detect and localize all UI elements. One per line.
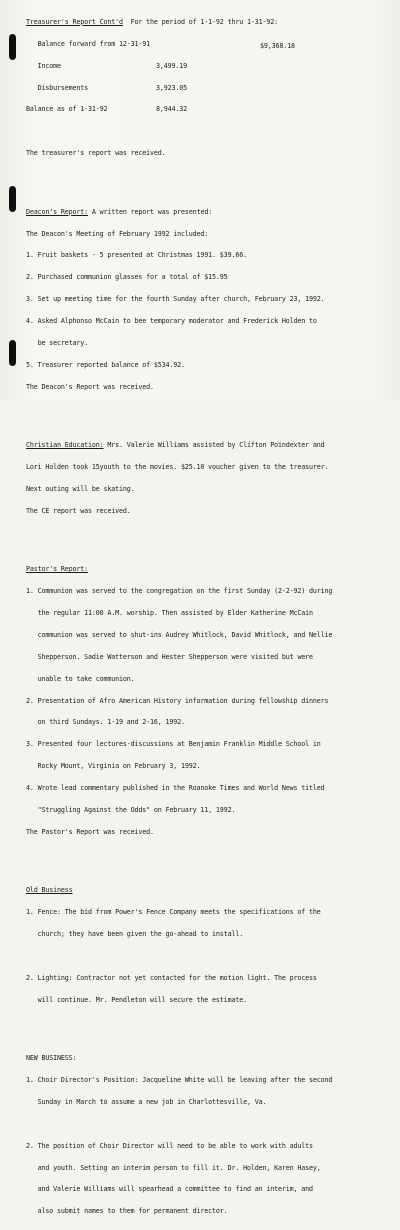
old-business-line bbox=[26, 953, 394, 960]
deacons-line: 3. Set up meeting time for the fourth Sunday after church, February 23, 1992. bbox=[26, 295, 325, 304]
disbursements-line bbox=[26, 85, 394, 92]
deacons-line: The Deacon's Meeting of February 1992 included: bbox=[26, 229, 209, 238]
old-business-heading-line bbox=[26, 887, 394, 894]
ce-line: Next outing will be skating. bbox=[26, 484, 135, 493]
deacons-line: 5. Treasurer reported balance of $534.92. bbox=[26, 360, 185, 369]
pastor-heading-line bbox=[26, 566, 394, 573]
deacons-line: 1. Fruit baskets - 5 presented at Christmas 1991. $39.66. bbox=[26, 251, 247, 260]
pastor-line: unable to take communion. bbox=[26, 674, 135, 683]
pastor-line: 1. Communion was served to the congregation on the first Sunday (2-2-92) during bbox=[26, 587, 333, 596]
ce-heading: Christian Education: bbox=[26, 441, 104, 450]
old-business-line: church; they have been given the go-ahead to install. bbox=[26, 930, 244, 938]
income-label: Income bbox=[26, 61, 61, 70]
binder-hole-top bbox=[9, 34, 16, 60]
deacons-line: The Deacon's Report was received. bbox=[26, 382, 154, 391]
pastor-line: 4. Wrote lead commentary published in the Roanoke Times and World News titled bbox=[26, 784, 325, 793]
old-business-line: 2. Lighting: Contractor not yet contacted for the motion light. The process bbox=[26, 973, 317, 982]
balance-forward-line bbox=[26, 41, 394, 48]
binder-hole-middle bbox=[9, 186, 16, 212]
ce-line: Lori Holden took 15youth to the movies. $25.10 voucher given to the treasurer. bbox=[26, 463, 329, 471]
new-business-line: 1. Choir Director's Position: Jacqueline White will be leaving after the second bbox=[26, 1075, 333, 1084]
pastor-line: The Pastor's Report was received. bbox=[26, 827, 154, 836]
pastor-line: communion was served to shut-ins Audrey Whitlock, David Whitlock, and Nellie bbox=[26, 630, 333, 639]
balance-forward-label: Balance forward from 12-31-91 bbox=[26, 39, 151, 48]
balance-label: Balance as of 1-31-92 bbox=[26, 105, 108, 114]
ce-line: The CE report was received. bbox=[26, 506, 131, 515]
treasurer-period: For the period of 1-1-92 thru 1-31-92: bbox=[122, 17, 278, 26]
deacons-heading-line bbox=[26, 209, 394, 216]
balance-line bbox=[26, 106, 394, 113]
binder-hole-bottom bbox=[9, 340, 16, 366]
pastor-heading: Pastor's Report: bbox=[26, 565, 89, 574]
new-business-line bbox=[26, 1121, 394, 1128]
treasurer-heading: Treasurer's Report Cont'd bbox=[26, 17, 123, 26]
deacons-line: 2. Purchased communion glasses for a total of $15.95 bbox=[26, 273, 228, 282]
pastor-line: 3. Presented four lectures-discussions at Benjamin Franklin Middle School in bbox=[26, 740, 321, 749]
income-line bbox=[26, 63, 394, 70]
ce-line: Mrs. Valerie Williams assisted by Clifton Poindexter and bbox=[103, 441, 325, 450]
income-amount: 3,499.19 bbox=[156, 61, 188, 70]
deacons-line: be secretary. bbox=[26, 338, 89, 347]
old-business-line: will continue. Mr. Pendleton will secure the estimate. bbox=[26, 995, 247, 1004]
deacons-line: A written report was presented: bbox=[88, 207, 213, 216]
new-business-line: and Valerie Williams will spearhead a committee to find an interim, and bbox=[26, 1185, 313, 1194]
new-business-line: and youth. Setting an interim person to fill it. Dr. Holden, Karen Hasey, bbox=[26, 1163, 321, 1172]
old-business-heading: Old Business bbox=[26, 886, 73, 895]
treasurer-received: The treasurer's report was received. bbox=[26, 149, 166, 158]
pastor-line: 2. Presentation of Afro American History information during fellowship dinners bbox=[26, 696, 329, 705]
disbursements-amount: 3,923.05 bbox=[156, 83, 188, 92]
pastor-line: on third Sundays. 1-19 and 2-16, 1992. bbox=[26, 718, 185, 727]
pastor-line: the regular 11:00 A.M. worship. Then assisted by Elder Katherine McCain bbox=[26, 608, 313, 617]
new-business-line: also submit names to them for permanent director. bbox=[26, 1207, 228, 1216]
disbursements-label: Disbursements bbox=[26, 83, 89, 92]
pastor-line: Rocky Mount, Virginia on February 3, 1992. bbox=[26, 762, 201, 771]
new-business-line: 2. The position of Choir Director will need to be able to work with adults bbox=[26, 1141, 313, 1150]
deacons-heading: Deacon's Report: bbox=[26, 207, 89, 216]
new-business-heading-line bbox=[26, 1055, 394, 1062]
pastor-line: "Struggling Against the Odds" on February 11, 1992. bbox=[26, 805, 236, 814]
ce-heading-line bbox=[26, 442, 394, 449]
old-business-line: 1. Fence: The bid from Power's Fence Company meets the specifications of the bbox=[26, 908, 321, 917]
new-business-line: Sunday in March to assume a new job in Charlottesville, Va. bbox=[26, 1097, 267, 1106]
balance-forward-amount: $9,368.18 bbox=[260, 41, 295, 50]
balance-amount: 8,944.32 bbox=[156, 105, 188, 114]
new-business-heading: NEW BUSINESS: bbox=[26, 1054, 77, 1063]
treasurer-heading-line bbox=[26, 19, 394, 26]
pastor-line: Shepperson. Sadie Watterson and Hester Shepperson were visited but were bbox=[26, 652, 313, 661]
minutes-text bbox=[26, 0, 394, 1230]
deacons-line: 4. Asked Alphonso McCain to bee temporary moderator and Frederick Holden to bbox=[26, 317, 317, 326]
